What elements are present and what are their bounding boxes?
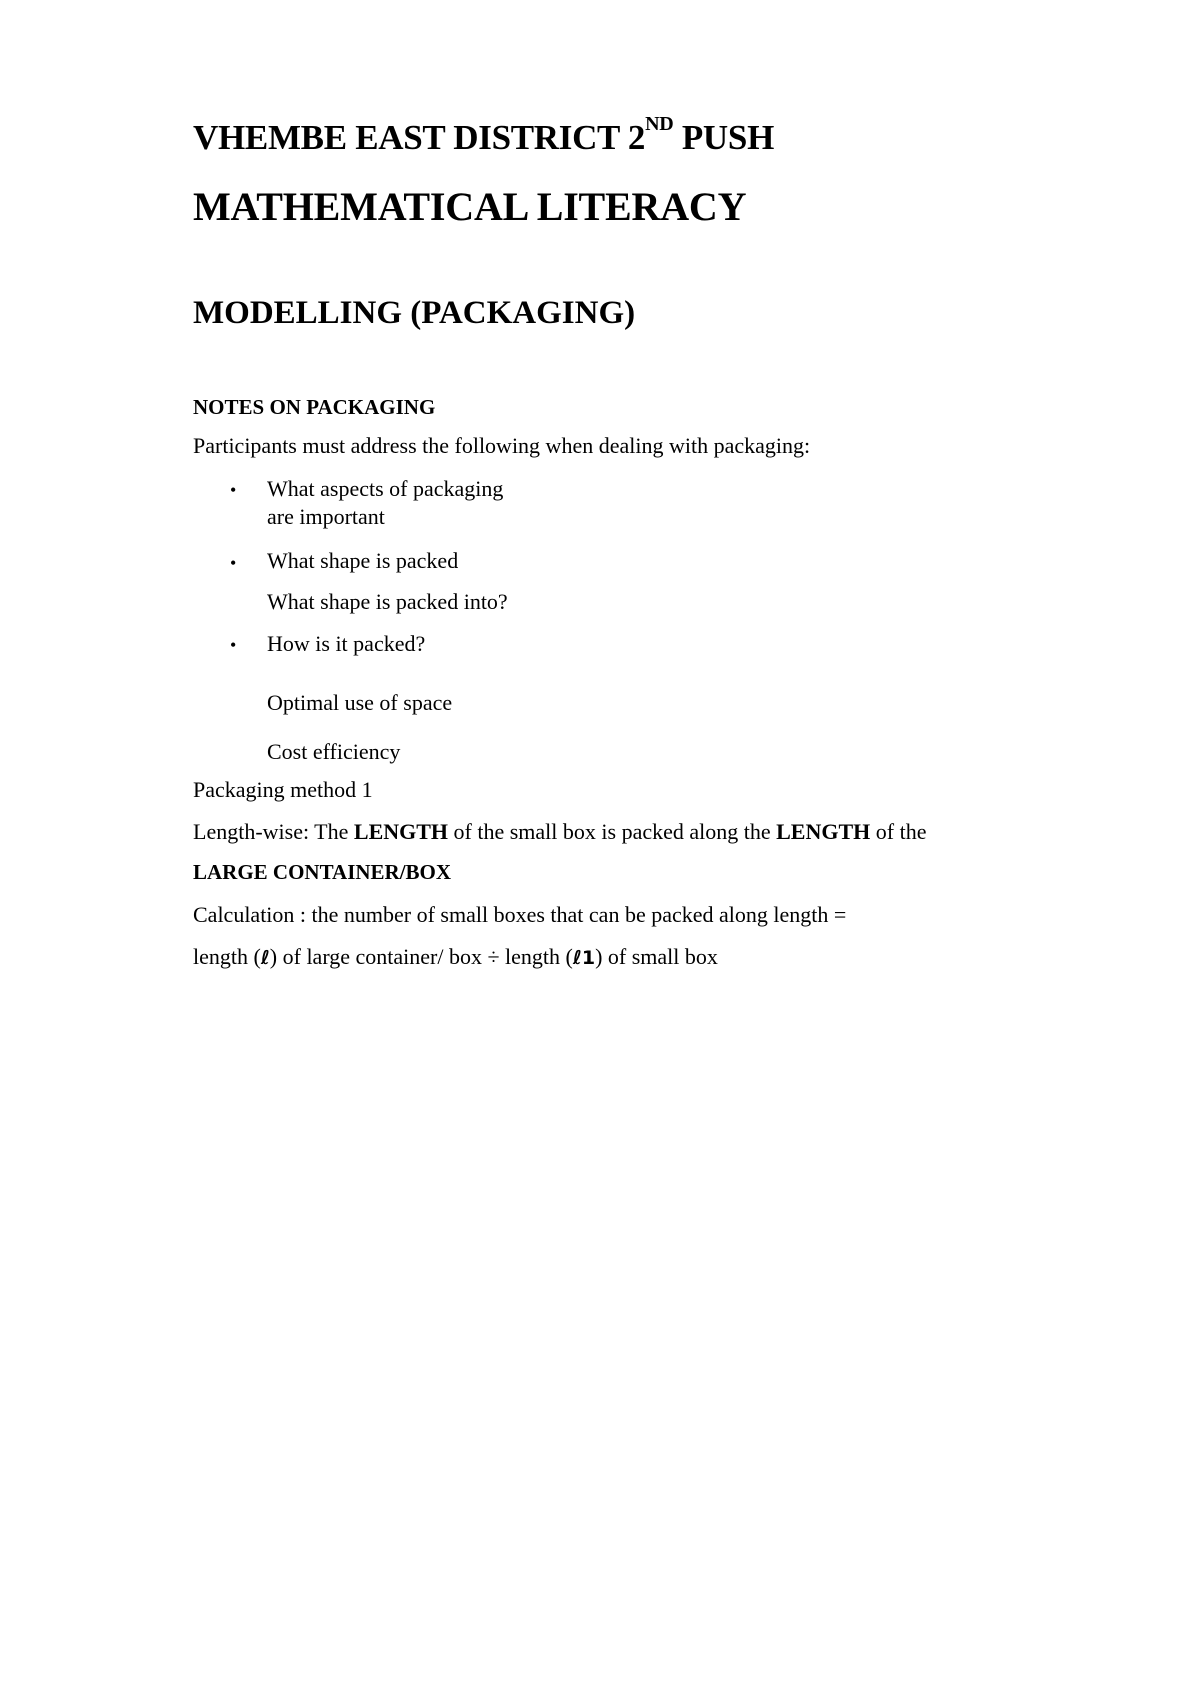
bullet-1-line-2: are important — [267, 504, 385, 529]
district-title-text: VHEMBE EAST DISTRICT 2 — [193, 118, 646, 157]
length-1-symbol: ℓ1 — [572, 947, 596, 969]
notes-intro: Participants must address the following when dealing with packaging: — [193, 433, 811, 458]
bullet-2-line-2: What shape is packed into? — [267, 589, 508, 614]
formula-part-c: ) of small box — [595, 944, 718, 969]
notes-heading: NOTES ON PACKAGING — [193, 395, 436, 419]
bullet-3-line-3: Cost efficiency — [267, 739, 401, 764]
formula-line — [193, 944, 718, 970]
bullet-3-line-1: How is it packed? — [267, 631, 426, 656]
length-symbol: ℓ — [260, 947, 270, 969]
bullet-marker: • — [230, 553, 237, 573]
container-label: LARGE CONTAINER/BOX — [193, 860, 452, 884]
district-title-suffix: PUSH — [673, 118, 775, 157]
bullet-marker: • — [230, 635, 237, 655]
bullet-2-line-1: What shape is packed — [267, 548, 459, 573]
district-title — [193, 113, 775, 158]
subject-title: MATHEMATICAL LITERACY — [193, 184, 747, 229]
bullet-1-line-1: What aspects of packaging — [267, 476, 504, 501]
calculation-line: Calculation : the number of small boxes that can be packed along length = — [193, 902, 847, 927]
lengthwise-end: of the — [870, 819, 927, 844]
bullet-3-line-2: Optimal use of space — [267, 690, 453, 715]
length-bold-1: LENGTH — [353, 819, 449, 844]
topic-title: MODELLING (PACKAGING) — [193, 295, 636, 331]
lengthwise-prefix: Length-wise: The — [193, 819, 354, 844]
formula-part-b: ) of large container/ box ÷ length ( — [269, 944, 573, 969]
lengthwise-mid: of the small box is packed along the — [448, 819, 777, 844]
method-title: Packaging method 1 — [193, 777, 373, 802]
lengthwise-line — [193, 819, 926, 845]
ordinal-superscript: ND — [645, 113, 674, 135]
bullet-marker: • — [230, 480, 237, 500]
formula-part-a: length ( — [193, 944, 261, 969]
length-bold-2: LENGTH — [776, 819, 871, 844]
